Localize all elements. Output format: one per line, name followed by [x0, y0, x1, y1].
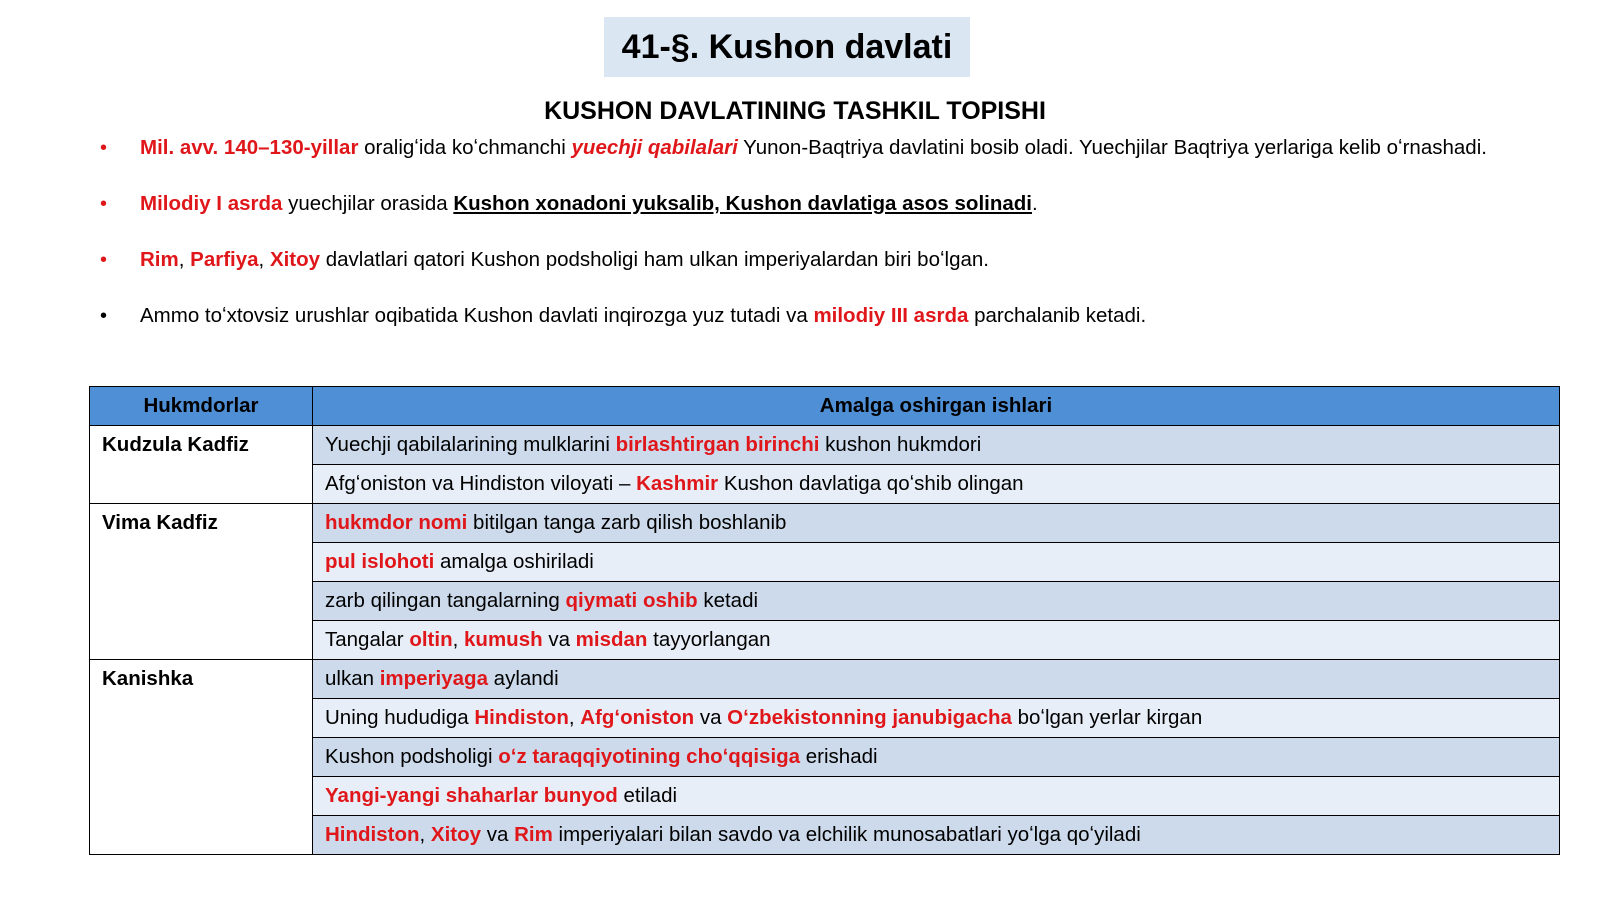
deed-cell	[313, 621, 1560, 660]
highlight-text: Xitoy	[430, 823, 482, 846]
highlight-text: Rim	[140, 248, 179, 271]
table-row	[90, 660, 1560, 699]
cell-text: erishadi	[800, 745, 878, 768]
cell-text: Afgʻoniston va Hindiston viloyati –	[325, 472, 637, 495]
cell-text: va	[694, 706, 728, 729]
body-text: ,	[178, 248, 191, 271]
body-text: yuechjilar orasida	[282, 192, 454, 215]
column-header-rulers: Hukmdorlar	[90, 387, 313, 426]
cell-text: Yuechji qabilalarining mulklarini	[325, 433, 616, 456]
highlight-text: Hindiston	[325, 823, 420, 846]
cell-text: boʻlgan yerlar kirgan	[1011, 706, 1203, 729]
bullet-item-1	[100, 134, 1500, 162]
highlight-text: Afgʻoniston	[580, 706, 695, 729]
body-text: .	[1031, 192, 1038, 215]
highlight-text: Rim	[514, 823, 553, 846]
highlight-text: Parfiya	[190, 248, 259, 271]
body-text: ,	[258, 248, 270, 271]
highlight-text: Milodiy I asrda	[140, 192, 283, 215]
column-header-deeds: Amalga oshirgan ishlari	[313, 387, 1560, 426]
highlight-text: hukmdor nomi	[325, 511, 468, 534]
highlight-text: imperiyaga	[379, 667, 488, 690]
deed-cell	[313, 465, 1560, 504]
body-text: oraligʻida koʻchmanchi	[358, 136, 572, 159]
ruler-name-cell: Kudzula Kadfiz	[90, 426, 313, 504]
cell-text: va	[481, 823, 515, 846]
ruler-name-cell: Kanishka	[90, 660, 313, 855]
deed-cell	[313, 504, 1560, 543]
highlight-text: pul islohoti	[325, 550, 435, 573]
cell-text: ,	[568, 706, 581, 729]
body-text: parchalanib ketadi.	[968, 304, 1147, 327]
bullet-item-4	[100, 302, 1500, 330]
body-text: Yunon-Baqtriya davlatini bosib oladi. Yuechjilar Baqtriya yerlariga kelib oʻrnashadi.	[737, 136, 1487, 159]
cell-text: bitilgan tanga zarb qilish boshlanib	[467, 511, 787, 534]
cell-text: Kushon podsholigi	[325, 745, 499, 768]
highlight-text: Oʻzbekistonning janubigacha	[727, 706, 1012, 729]
slide-title	[604, 17, 970, 77]
highlight-text: Hindiston	[474, 706, 569, 729]
cell-text: imperiyalari bilan savdo va elchilik munosabatlari yoʻlga qoʻyiladi	[552, 823, 1141, 846]
deed-cell	[313, 816, 1560, 855]
ruler-name-cell: Vima Kadfiz	[90, 504, 313, 660]
body-text: Ammo toʻxtovsiz urushlar oqibatida Kushon davlati inqirozga yuz tutadi va	[140, 304, 814, 327]
rulers-table	[89, 386, 1560, 855]
cell-text: ,	[419, 823, 431, 846]
bullet-dot: •	[100, 305, 108, 327]
bullet-dot: •	[100, 193, 108, 215]
cell-text: va	[542, 628, 576, 651]
cell-text: ketadi	[697, 589, 759, 612]
cell-text: ,	[452, 628, 465, 651]
deed-cell	[313, 582, 1560, 621]
highlight-text: misdan	[575, 628, 648, 651]
cell-text: Tangalar	[325, 628, 410, 651]
deed-cell	[313, 543, 1560, 582]
cell-text: amalga oshiriladi	[434, 550, 594, 573]
underlined-text: Kushon xonadoni yuksalib, Kushon davlatiga asos solinadi	[453, 192, 1032, 215]
highlight-text: yuechji qabilalari	[571, 136, 738, 159]
bullet-item-2	[100, 190, 1500, 218]
highlight-text: Kashmir	[636, 472, 719, 495]
table-row	[90, 426, 1560, 465]
highlight-text: Mil. avv. 140–130-yillar	[140, 136, 359, 159]
highlight-text: Xitoy	[269, 248, 321, 271]
bullet-dot: •	[100, 249, 108, 271]
highlight-text: oʻz taraqqiyotining choʻqqisiga	[498, 745, 801, 768]
table-row	[90, 504, 1560, 543]
highlight-text: milodiy III asrda	[813, 304, 969, 327]
cell-text: zarb qilingan tangalarning	[325, 589, 566, 612]
highlight-text: birlashtirgan birinchi	[615, 433, 820, 456]
cell-text: ulkan	[325, 667, 380, 690]
highlight-text: oltin	[409, 628, 453, 651]
cell-text: tayyorlangan	[647, 628, 771, 651]
deed-cell	[313, 426, 1560, 465]
deed-cell	[313, 777, 1560, 816]
cell-text: kushon hukmdori	[819, 433, 982, 456]
bullet-item-3	[100, 246, 1500, 274]
table-header-row	[90, 387, 1560, 426]
deed-cell	[313, 699, 1560, 738]
bullet-list	[100, 134, 1500, 358]
body-text: davlatlari qatori Kushon podsholigi ham ulkan imperiyalardan biri boʻlgan.	[320, 248, 989, 271]
cell-text: etiladi	[617, 784, 678, 807]
slide-title-text: 41-§. Kushon davlati	[621, 27, 953, 66]
deed-cell	[313, 738, 1560, 777]
cell-text: aylandi	[487, 667, 559, 690]
highlight-text: kumush	[464, 628, 543, 651]
cell-text: Kushon davlatiga qoʻshib olingan	[718, 472, 1024, 495]
cell-text: Uning hududiga	[325, 706, 475, 729]
highlight-text: qiymati oshib	[565, 589, 698, 612]
section-heading: KUSHON DAVLATINING TASHKIL TOPISHI	[544, 97, 1046, 125]
deed-cell	[313, 660, 1560, 699]
highlight-text: Yangi-yangi shaharlar bunyod	[325, 784, 618, 807]
bullet-dot: •	[100, 137, 108, 159]
